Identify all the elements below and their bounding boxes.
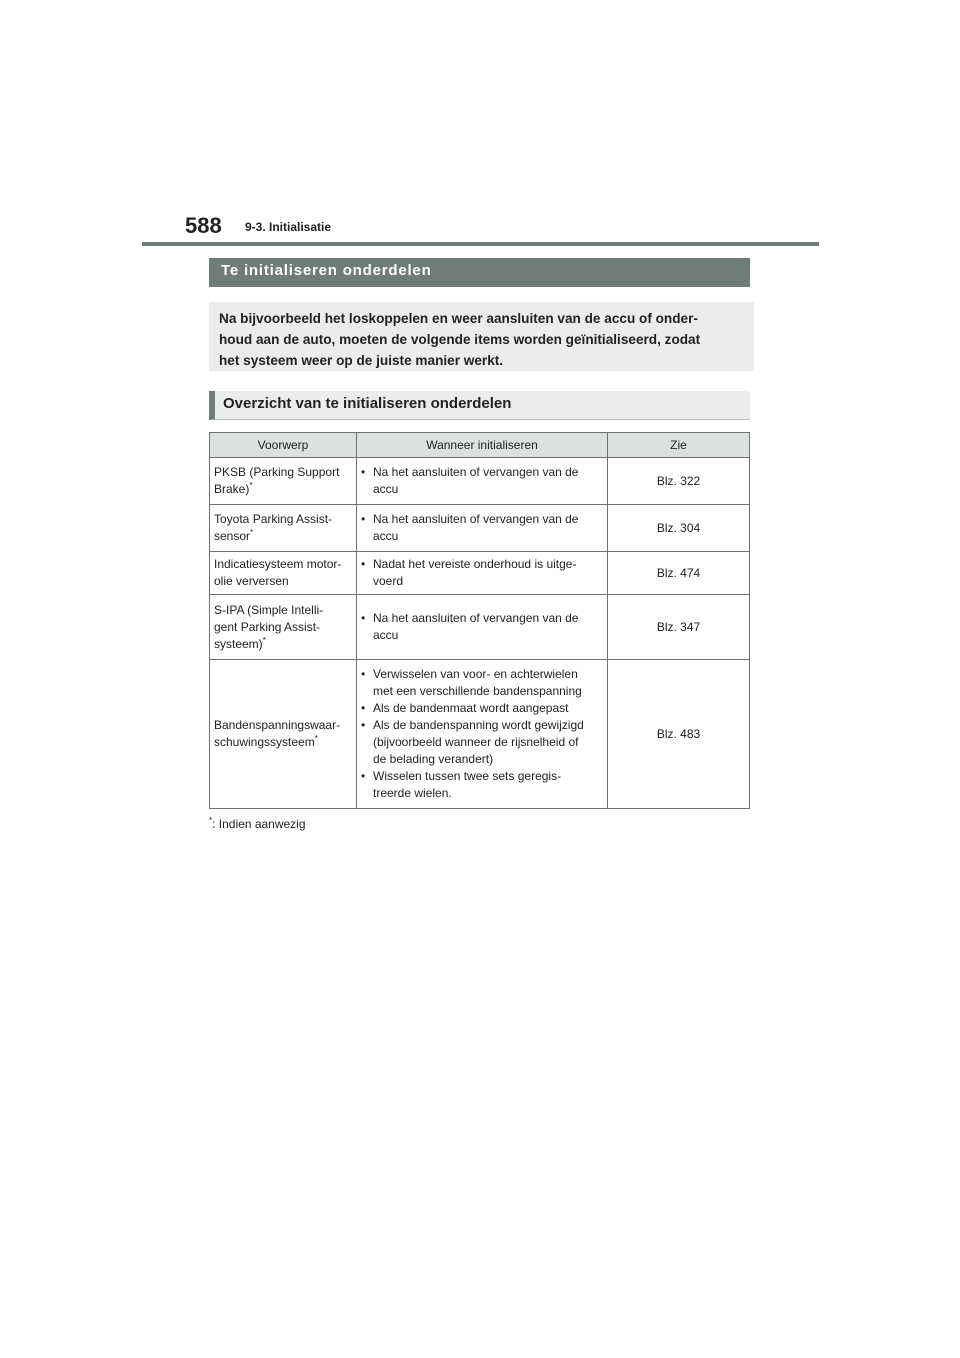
item-cell	[210, 552, 357, 595]
column-header-ref: Zie	[608, 433, 750, 458]
item-line: systeem)	[214, 636, 263, 651]
footnote-marker: *	[314, 734, 318, 743]
item-line: Bandenspanningswaar-	[214, 718, 341, 732]
subsection-heading	[209, 391, 750, 420]
intro-line: het systeem weer op de juiste manier werkt.	[219, 353, 504, 368]
footnote-marker: *	[209, 816, 213, 825]
column-header-when: Wanneer initialiseren	[357, 433, 608, 458]
item-cell	[210, 660, 357, 809]
footnote-marker: *	[250, 528, 254, 537]
footnote-text: : Indien aanwezig	[212, 817, 306, 831]
reference-cell: Blz. 322	[608, 458, 750, 505]
list-item: • Als de bandenmaat wordt aangepast	[361, 700, 603, 717]
list-item: • Nadat het vereiste onderhoud is uitge- voerd	[361, 556, 603, 590]
item-cell	[210, 505, 357, 552]
item-line: PKSB (Parking Support	[214, 465, 340, 479]
item-line: sensor	[214, 529, 251, 543]
when-cell	[357, 552, 608, 595]
intro-line: Na bijvoorbeeld het loskoppelen en weer aansluiten van de accu of onder-	[219, 311, 698, 326]
reference-cell: Blz. 347	[608, 595, 750, 660]
item-line: S-IPA (Simple Intelli-	[214, 602, 324, 617]
item-line: Brake)	[214, 482, 250, 496]
table-row	[210, 505, 750, 552]
header-divider	[142, 242, 819, 246]
table-row	[210, 458, 750, 505]
initialization-table	[209, 432, 750, 809]
reference-cell: Blz. 483	[608, 660, 750, 809]
list-item: • Na het aansluiten of vervangen van de accu	[361, 464, 603, 498]
when-cell	[357, 660, 608, 809]
list-item: • Na het aansluiten of vervangen van de accu	[361, 511, 603, 545]
subsection-title: Overzicht van te initialiseren onderdelen	[223, 395, 512, 412]
when-cell	[357, 458, 608, 505]
section-label: 9-3. Initialisatie	[245, 220, 332, 234]
list-item: • Als de bandenspanning wordt gewijzigd (bijvoorbeeld wanneer de rijsnelheid of de belading verandert)	[361, 717, 603, 768]
reference-cell: Blz. 474	[608, 552, 750, 595]
intro-box	[209, 302, 754, 371]
item-line: schuwingssysteem	[214, 735, 315, 749]
table-row	[210, 552, 750, 595]
table-header-row	[210, 433, 750, 458]
reference-cell: Blz. 304	[608, 505, 750, 552]
when-cell	[357, 505, 608, 552]
section-banner-title: Te initialiseren onderdelen	[221, 262, 432, 279]
intro-line: houd aan de auto, moeten de volgende items worden geïnitialiseerd, zodat	[219, 332, 701, 347]
list-item: • Verwisselen van voor- en achterwielen met een verschillende bandenspanning	[361, 666, 603, 700]
table-row	[210, 595, 750, 660]
column-header-item: Voorwerp	[210, 433, 357, 458]
section-banner	[209, 258, 750, 287]
table-row	[210, 660, 750, 809]
item-line: gent Parking Assist-	[214, 619, 321, 634]
when-cell	[357, 595, 608, 660]
item-cell	[210, 595, 357, 660]
footnote	[209, 816, 306, 831]
item-line: Toyota Parking Assist-	[214, 512, 333, 526]
item-line: Indicatiesysteem motor-	[214, 557, 342, 571]
list-item: • Na het aansluiten of vervangen van de accu	[361, 610, 603, 644]
item-cell	[210, 458, 357, 505]
footnote-marker: *	[249, 481, 253, 490]
item-line: olie verversen	[214, 574, 289, 588]
page-number: 588	[185, 213, 222, 238]
list-item: • Wisselen tussen twee sets geregis- treerde wielen.	[361, 768, 603, 802]
footnote-marker: *	[262, 635, 266, 645]
